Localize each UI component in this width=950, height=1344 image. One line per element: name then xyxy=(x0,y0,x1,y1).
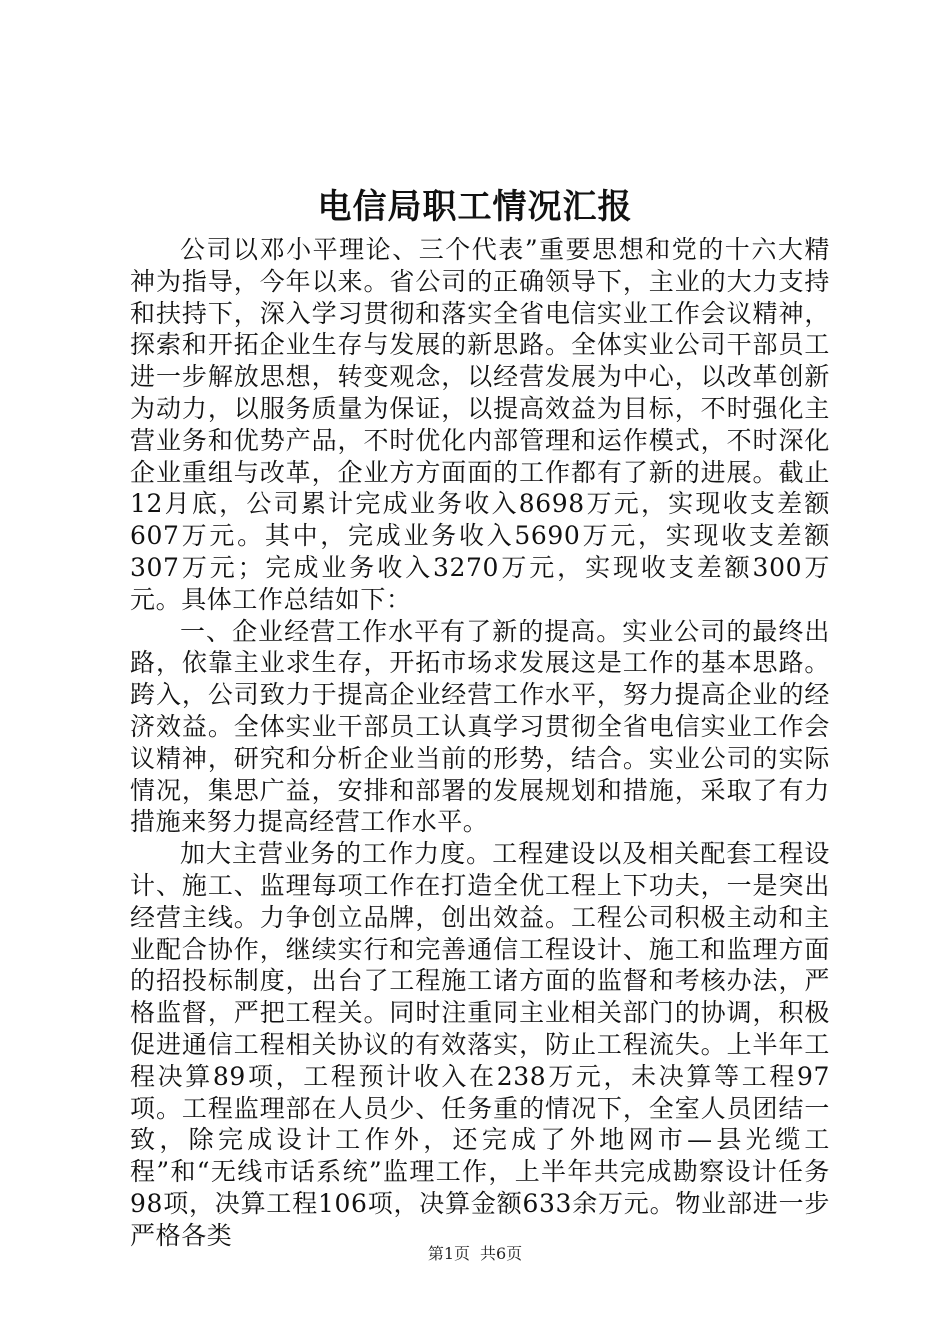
document-title: 电信局职工情况汇报 xyxy=(317,187,633,227)
paragraph-intro: 公司以邓小平理论、三个代表”重要思想和党的十六大精神为指导，今年以来。省公司的正确领导下，主业的大力支持和扶持下，深入学习贯彻和落实全省电信实业工作会议精神，探索和开拓企业生存与发展的新思路。全体实业公司干部员工进一步解放思想，转变观念，以经营发展为中心，以改革创新为动力，以服务质量为保证，以提高效益为目标，不时强化主营业务和优势产品，不时优化内部管理和运作模式，不时深化企业重组与改革，企业方方面面的工作都有了新的进展。截止12月底，公司累计完成业务收入8698万元，实现收支差额607万元。其中，完成业务收入5690万元，实现收支差额307万元；完成业务收入3270万元，实现收支差额300万元。具体工作总结如下： xyxy=(130,235,830,614)
paragraph-business-level: 一、企业经营工作水平有了新的提高。实业公司的最终出路，依靠主业求生存，开拓市场求发展这是工作的基本思路。跨入，公司致力于提高企业经营工作水平，努力提高企业的经济效益。全体实业干部员工认真学习贯彻全省电信实业工作会议精神，研究和分析企业当前的形势，结合。实业公司的实际情况，集思广益，安排和部署的发展规划和措施，采取了有力措施来努力提高经营工作水平。 xyxy=(130,616,830,837)
document-body xyxy=(130,234,830,1252)
paragraph-main-business: 加大主营业务的工作力度。工程建设以及相关配套工程设计、施工、监理每项工作在打造全优工程上下功夫，一是突出经营主线。力争创立品牌，创出效益。工程公司积极主动和主业配合协作，继续实行和完善通信工程设计、施工和监理方面的招投标制度，出台了工程施工诸方面的监督和考核办法，严格监督，严把工程关。同时注重同主业相关部门的协调，积极促进通信工程相关协议的有效落实，防止工程流失。上半年工程决算89项，工程预计收入在238万元，未决算等工程97项。工程监理部在人员少、任务重的情况下，全室人员团结一致，除完成设计工作外，还完成了外地网市—县光缆工程”和“无线市话系统”监理工作，上半年共完成勘察设计任务98项，决算工程106项，决算金额633余万元。物业部进一步严格各类 xyxy=(130,839,830,1250)
page-total: 共6页 xyxy=(480,1244,523,1263)
page-number: 第1页 xyxy=(427,1244,470,1263)
page-footer xyxy=(0,1243,950,1265)
